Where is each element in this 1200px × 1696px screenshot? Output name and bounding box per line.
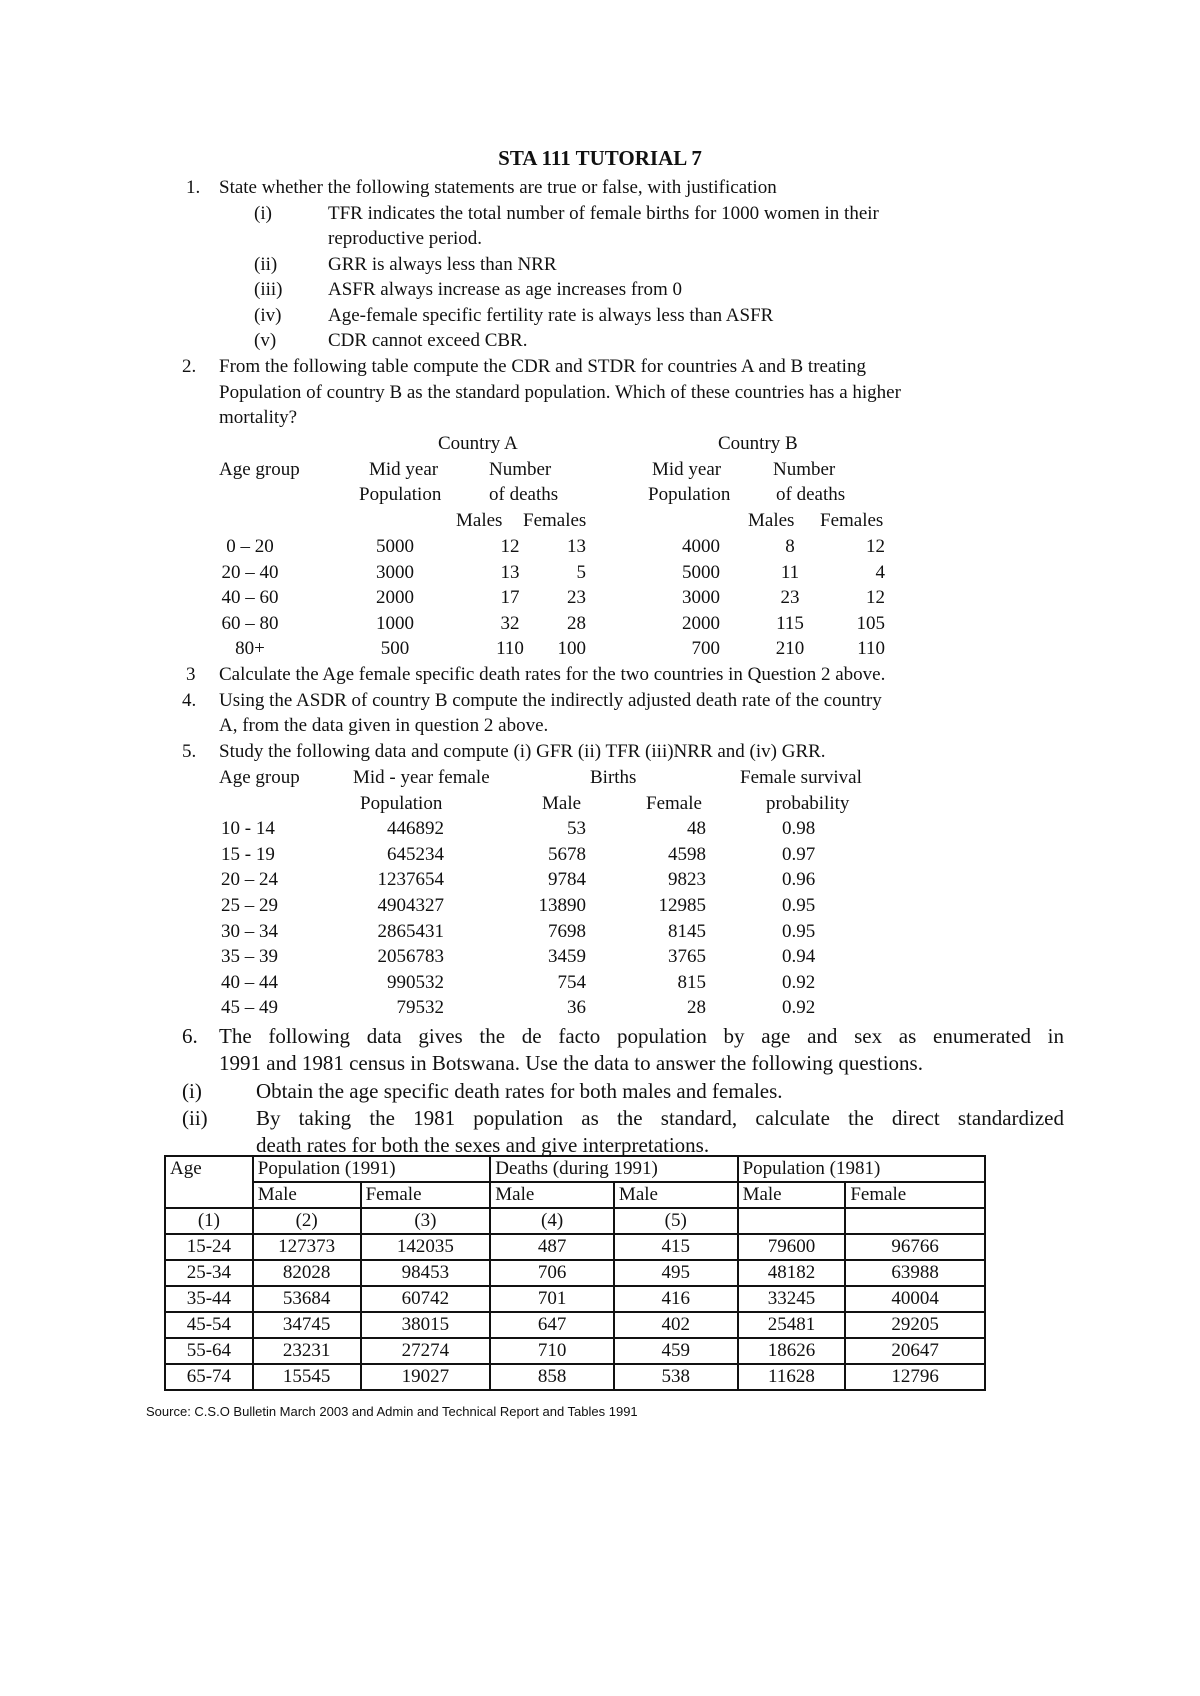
q2-mB: 210 <box>775 638 805 659</box>
q2-males-header: Males <box>748 510 795 531</box>
q5-male: 754 <box>557 972 586 993</box>
cell: 38015 <box>361 1312 491 1338</box>
q2-fA: 23 <box>567 587 586 608</box>
col-index: (5) <box>614 1208 738 1234</box>
cell: 15-24 <box>165 1234 253 1260</box>
q4-text: Using the ASDR of country B compute the indirectly adjusted death rate of the country <box>219 690 882 711</box>
sub-header: Female <box>845 1182 985 1208</box>
q2-mA: 12 <box>500 536 520 557</box>
q2-number-header: Number <box>773 459 836 480</box>
q5-female: 12985 <box>658 895 706 916</box>
q5-prob: 0.92 <box>782 997 816 1018</box>
table-header-row <box>165 1156 985 1182</box>
cell: 142035 <box>361 1234 491 1260</box>
cell: 53684 <box>253 1286 361 1312</box>
q2-mB: 11 <box>780 562 800 583</box>
q4-text-cont: A, from the data given in question 2 above. <box>219 715 549 736</box>
q2-mid-year-header: Mid year <box>369 459 439 480</box>
q5-pop: 1237654 <box>377 869 444 890</box>
q2-text-line: From the following table compute the CDR and STDR for countries A and B treating <box>219 356 866 377</box>
q5-male: 13890 <box>538 895 586 916</box>
q1-item-label: (ii) <box>254 254 278 275</box>
q2-mA: 110 <box>496 638 524 659</box>
q1-item-text: TFR indicates the total number of female births for 1000 women in their <box>328 203 879 224</box>
cell: 19027 <box>361 1364 491 1390</box>
col-index: (1) <box>165 1208 253 1234</box>
q1-item-text: ASFR always increase as age increases from 0 <box>328 279 683 300</box>
cell: 11628 <box>738 1364 846 1390</box>
cell: 45-54 <box>165 1312 253 1338</box>
q5-male: 7698 <box>548 921 586 942</box>
q5-female: 8145 <box>668 921 706 942</box>
cell: 15545 <box>253 1364 361 1390</box>
q5-male-header: Male <box>542 793 582 814</box>
q2-mid-year-header: Mid year <box>652 459 722 480</box>
q5-prob: 0.97 <box>782 844 816 865</box>
cell: 402 <box>614 1312 738 1338</box>
cell: 35-44 <box>165 1286 253 1312</box>
col-index <box>845 1208 985 1234</box>
q2-popB: 5000 <box>682 562 720 583</box>
cell: 538 <box>614 1364 738 1390</box>
q2-mB: 115 <box>776 613 804 634</box>
q5-age: 45 – 49 <box>221 997 278 1018</box>
q6-sub-ii-text-cont: death rates for both the sexes and give interpretations. <box>256 1133 710 1157</box>
cell: 858 <box>490 1364 614 1390</box>
cell: 23231 <box>253 1338 361 1364</box>
q2-popA: 500 <box>380 638 410 659</box>
cell: 701 <box>490 1286 614 1312</box>
cell: 18626 <box>738 1338 846 1364</box>
cell: 96766 <box>845 1234 985 1260</box>
q2-number: 2. <box>182 356 197 377</box>
q5-surv-header-2: probability <box>766 793 850 814</box>
cell: 60742 <box>361 1286 491 1312</box>
sub-header: Male <box>253 1182 361 1208</box>
table-subheader-row <box>165 1182 985 1208</box>
cell: 127373 <box>253 1234 361 1260</box>
q2-popA: 2000 <box>376 587 414 608</box>
q1-number: 1. <box>186 177 201 198</box>
census-table <box>164 1155 986 1391</box>
q2-females-header: Females <box>523 510 587 531</box>
q2-of-deaths-header: of deaths <box>489 484 559 505</box>
q2-age: 20 – 40 <box>221 562 279 583</box>
q5-female: 28 <box>687 997 706 1018</box>
q3-number: 3 <box>186 664 196 685</box>
sub-header: Male <box>738 1182 846 1208</box>
col-index: (2) <box>253 1208 361 1234</box>
cell: 495 <box>614 1260 738 1286</box>
cell: 79600 <box>738 1234 846 1260</box>
sub-header: Male <box>614 1182 738 1208</box>
q6-sub-i-text: Obtain the age specific death rates for both males and females. <box>256 1079 783 1103</box>
q2-population-header: Population <box>648 484 731 505</box>
q1-item-text: Age-female specific fertility rate is always less than ASFR <box>328 305 774 326</box>
table-row <box>165 1364 985 1390</box>
q5-pop: 446892 <box>387 818 444 839</box>
q5-age: 20 – 24 <box>221 869 278 890</box>
cell: 706 <box>490 1260 614 1286</box>
q5-age: 10 - 14 <box>221 818 275 839</box>
q5-male: 5678 <box>548 844 586 865</box>
q1-item-text: GRR is always less than NRR <box>328 254 557 275</box>
col-index <box>738 1208 846 1234</box>
q5-pop-header: Mid - year female <box>353 767 490 788</box>
q2-fB: 12 <box>866 536 885 557</box>
q5-age: 15 - 19 <box>221 844 275 865</box>
q2-popB: 3000 <box>682 587 720 608</box>
cell: 416 <box>614 1286 738 1312</box>
q5-female: 9823 <box>668 869 706 890</box>
q2-fB: 105 <box>856 613 885 634</box>
q2-fA: 5 <box>576 562 586 583</box>
q2-age: 40 – 60 <box>221 587 279 608</box>
q2-mA: 13 <box>500 562 520 583</box>
q5-male: 53 <box>567 818 586 839</box>
q2-age: 60 – 80 <box>221 613 279 634</box>
col-index: (3) <box>361 1208 491 1234</box>
q5-female: 3765 <box>668 946 706 967</box>
q2-age: 0 – 20 <box>226 536 274 557</box>
q5-female: 48 <box>687 818 706 839</box>
cell: 98453 <box>361 1260 491 1286</box>
q1-item-label: (iv) <box>254 305 282 326</box>
q5-female: 4598 <box>668 844 706 865</box>
q2-mA: 17 <box>500 587 520 608</box>
q2-text-line: mortality? <box>219 407 298 428</box>
country-b-heading: Country B <box>718 433 798 454</box>
table-row <box>165 1234 985 1260</box>
q5-age-header: Age group <box>219 767 300 788</box>
sub-header: Male <box>490 1182 614 1208</box>
sub-header: Female <box>361 1182 491 1208</box>
table-row <box>165 1286 985 1312</box>
q1-item-label: (v) <box>254 330 277 351</box>
q2-text-line: Population of country B as the standard population. Which of these countries has a higher <box>219 382 901 403</box>
q1-item-label: (i) <box>254 203 272 224</box>
cell: 487 <box>490 1234 614 1260</box>
table-index-row <box>165 1208 985 1234</box>
table-row <box>165 1312 985 1338</box>
q2-fB: 12 <box>866 587 885 608</box>
q6-sub-ii-text: By taking the 1981 population as the standard, calculate the direct standardized <box>256 1106 1064 1130</box>
q1-item-label: (iii) <box>254 279 283 300</box>
q5-prob: 0.95 <box>782 921 816 942</box>
q5-prob: 0.96 <box>782 869 816 890</box>
pop-1991-header: Population (1991) <box>253 1156 491 1182</box>
q5-male: 36 <box>567 997 586 1018</box>
q1-item-text: CDR cannot exceed CBR. <box>328 330 528 351</box>
page-title: STA 111 TUTORIAL 7 <box>498 146 702 170</box>
q3-text: Calculate the Age female specific death rates for the two countries in Question 2 above. <box>219 664 886 685</box>
cell: 647 <box>490 1312 614 1338</box>
q4-number: 4. <box>182 690 197 711</box>
q5-number: 5. <box>182 741 197 762</box>
q5-age: 35 – 39 <box>221 946 278 967</box>
q5-births-header: Births <box>590 767 637 788</box>
q2-popB: 4000 <box>682 536 720 557</box>
q2-females-header: Females <box>820 510 884 531</box>
table-row <box>165 1260 985 1286</box>
q6-sub-ii-label: (ii) <box>182 1106 208 1130</box>
age-header: Age <box>165 1156 253 1208</box>
source-note: Source: C.S.O Bulletin March 2003 and Admin and Technical Report and Tables 1991 <box>146 1404 638 1419</box>
col-index: (4) <box>490 1208 614 1234</box>
q2-fA: 13 <box>567 536 586 557</box>
table-row <box>165 1338 985 1364</box>
cell: 63988 <box>845 1260 985 1286</box>
q2-popB: 700 <box>691 638 720 659</box>
q5-age: 30 – 34 <box>221 921 278 942</box>
q5-pop: 2865431 <box>377 921 444 942</box>
q5-prob: 0.92 <box>782 972 816 993</box>
q2-fB: 110 <box>857 638 885 659</box>
q5-pop: 79532 <box>396 997 444 1018</box>
cell: 459 <box>614 1338 738 1364</box>
country-a-heading: Country A <box>438 433 518 454</box>
cell: 29205 <box>845 1312 985 1338</box>
cell: 55-64 <box>165 1338 253 1364</box>
q2-popA: 3000 <box>376 562 414 583</box>
q2-mB: 23 <box>780 587 800 608</box>
q6-text-cont: 1991 and 1981 census in Botswana. Use the data to answer the following questions. <box>219 1051 923 1075</box>
q5-male: 9784 <box>548 869 586 890</box>
cell: 710 <box>490 1338 614 1364</box>
q2-fB: 4 <box>875 562 885 583</box>
cell: 12796 <box>845 1364 985 1390</box>
q2-popA: 5000 <box>376 536 414 557</box>
cell: 40004 <box>845 1286 985 1312</box>
pop-1981-header: Population (1981) <box>738 1156 985 1182</box>
q5-female-header: Female <box>646 793 702 814</box>
q2-males-header: Males <box>456 510 503 531</box>
q5-surv-header: Female survival <box>740 767 862 788</box>
cell: 20647 <box>845 1338 985 1364</box>
q1-item-text-cont: reproductive period. <box>328 228 483 249</box>
q2-mB: 8 <box>785 536 795 557</box>
q5-pop: 4904327 <box>377 895 444 916</box>
q1-text: State whether the following statements are true or false, with justification <box>219 177 777 198</box>
q6-number: 6. <box>182 1024 198 1048</box>
q5-prob: 0.98 <box>782 818 816 839</box>
cell: 34745 <box>253 1312 361 1338</box>
q6-sub-i-label: (i) <box>182 1079 202 1103</box>
q5-female: 815 <box>677 972 706 993</box>
cell: 48182 <box>738 1260 846 1286</box>
q5-prob: 0.95 <box>782 895 816 916</box>
deaths-1991-header: Deaths (during 1991) <box>490 1156 737 1182</box>
q5-pop-header-2: Population <box>360 793 443 814</box>
cell: 33245 <box>738 1286 846 1312</box>
q5-pop: 645234 <box>387 844 444 865</box>
q2-popB: 2000 <box>682 613 720 634</box>
q2-mA: 32 <box>500 613 520 634</box>
q5-prob: 0.94 <box>782 946 816 967</box>
q6-text: The following data gives the de facto population by age and sex as enumerated in <box>219 1024 1064 1048</box>
cell: 82028 <box>253 1260 361 1286</box>
q2-popA: 1000 <box>376 613 414 634</box>
cell: 65-74 <box>165 1364 253 1390</box>
q2-fA: 28 <box>567 613 586 634</box>
cell: 25481 <box>738 1312 846 1338</box>
q2-fA: 100 <box>557 638 586 659</box>
q5-pop: 990532 <box>387 972 444 993</box>
q5-text: Study the following data and compute (i) GFR (ii) TFR (iii)NRR and (iv) GRR. <box>219 741 826 762</box>
q2-age-group-header: Age group <box>219 459 300 480</box>
q5-age: 25 – 29 <box>221 895 278 916</box>
q2-of-deaths-header: of deaths <box>776 484 846 505</box>
cell: 27274 <box>361 1338 491 1364</box>
cell: 415 <box>614 1234 738 1260</box>
q2-population-header: Population <box>359 484 442 505</box>
cell: 25-34 <box>165 1260 253 1286</box>
q5-male: 3459 <box>548 946 586 967</box>
q5-pop: 2056783 <box>377 946 444 967</box>
q2-age: 80+ <box>235 638 265 659</box>
q5-age: 40 – 44 <box>221 972 278 993</box>
q2-number-header: Number <box>489 459 552 480</box>
